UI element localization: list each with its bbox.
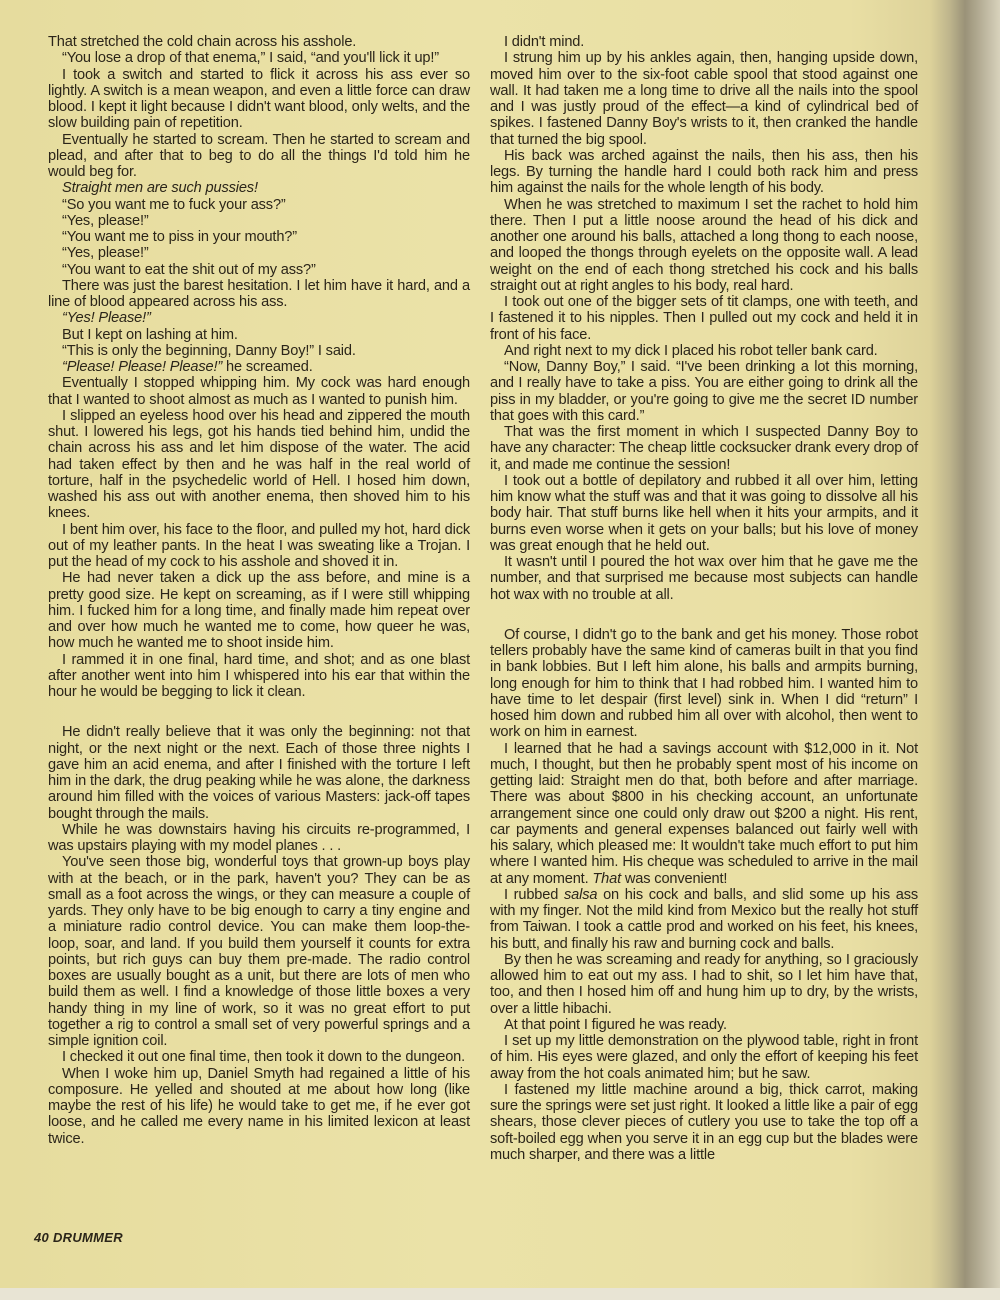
text: I set up my little demonstration on the plywood table, right in front of him. His eyes were glazed, and only the effort of keeping his feet away from the hot coals animated him; but he saw. — [490, 1033, 918, 1082]
text: “Yes, please!” — [62, 212, 149, 229]
text: he screamed. — [222, 359, 313, 375]
paragraph — [490, 197, 918, 295]
paragraph — [490, 952, 918, 1017]
text: I rammed it in one final, hard time, and shot; and as one blast after another went into him I whispered into his ear that within the hour he would be begging to lick it clean. — [48, 651, 470, 700]
paragraph — [490, 343, 918, 359]
paragraph — [490, 1082, 918, 1163]
italic-text: That — [592, 870, 621, 887]
paragraph — [490, 34, 918, 50]
paragraph — [48, 310, 470, 326]
paragraph — [48, 522, 470, 571]
italic-text: “Yes! Please!” — [62, 310, 151, 327]
text: At that point I figured he was ready. — [504, 1016, 727, 1033]
right-column — [490, 34, 918, 1163]
text: When he was stretched to maximum I set the rachet to hold him there. Then I put a little noose around the head of his dick and another one around his balls, attached a long thong to each noose, and looped the thongs through eyelets on the opposite wall. A lead weight on the end of each thong stretched his cock and his balls straight out at right angles to his body, real hard. — [490, 196, 918, 294]
paragraph — [48, 359, 470, 375]
text: I learned that he had a savings account with $12,000 in it. Not much, I thought, but then he probably spent most of his income on getting laid: Straight men do that, both before and after marriage. There was about $800 in his checking account, an unfortunate arrangement since one could only draw out $200 a night. His rent, car payments and general expenses balanced out fairly well with his salary, which pleased me: It wouldn't take much effort to put him where I wanted him. His cheque was scheduled to arrive in the mail at any moment. — [490, 740, 918, 887]
paragraph — [48, 652, 470, 701]
paragraph — [48, 245, 470, 261]
paragraph — [48, 854, 470, 1049]
paragraph — [48, 34, 470, 50]
text: “You want me to piss in your mouth?” — [62, 229, 297, 245]
paragraph — [48, 570, 470, 651]
paragraph — [48, 229, 470, 245]
paragraph — [490, 359, 918, 424]
text: When I woke him up, Daniel Smyth had regained a little of his composure. He yelled and shouted at me about how long (like maybe the rest of his life) he would take to get me, if he ever got loose, and he called me every name in his limited lexicon at least twice. — [48, 1065, 470, 1147]
text: That stretched the cold chain across his asshole. — [48, 34, 357, 50]
paragraph — [490, 424, 918, 473]
text: “Now, Danny Boy,” I said. “I've been drinking a lot this morning, and I really have to take a piss. You are either going to drink all the piss in my bladder, or you're going to give me the secret ID number that goes with this card.” — [490, 359, 918, 424]
text: And right next to my dick I placed his robot teller bank card. — [504, 342, 878, 359]
paragraph — [490, 554, 918, 603]
paragraph — [48, 278, 470, 311]
paragraph — [48, 132, 470, 181]
text: There was just the barest hesitation. I let him have it hard, and a line of blood appeared across his ass. — [48, 277, 470, 310]
text: “You want to eat the shit out of my ass?” — [62, 261, 316, 278]
text: I slipped an eyeless hood over his head and zippered the mouth shut. I lowered his legs, got his hands tied behind him, undid the chain across his ass and let him dispose of the water. The acid had taken effect by then and he was half in the real world of torture, half in the psychedelic world of Hell. I hosed him down, washed his ass out with another enema, then shoved him to his knees. — [48, 407, 470, 522]
text: I fastened my little machine around a big, thick carrot, making sure the springs were set just right. It looked a little like a pair of egg shears, those clever pieces of cutlery you use to take the top off a soft-boiled egg when you serve it in an egg cup but the blades were much sharper, and there was a little — [490, 1081, 918, 1163]
text: “You lose a drop of that enema,” I said, “and you'll lick it up!” — [62, 50, 440, 67]
paragraph — [48, 1066, 470, 1147]
text: I took a switch and started to flick it across his ass ever so lightly. A switch is a mean weapon, and even a little force can draw blood. I kept it light because I didn't want blood, only welts, and the slow building pain of repetition. — [48, 66, 470, 132]
page-folio: 40 DRUMMER — [34, 1230, 123, 1245]
paragraph — [490, 741, 918, 887]
text: “This is only the beginning, Danny Boy!” I said. — [62, 342, 356, 359]
text: By then he was screaming and ready for anything, so I graciously allowed him to eat out my ass. I had to shit, so I let him have that, too, and then I hosed him off and hung him up to dry, by the wrists, over a little hibachi. — [490, 951, 918, 1017]
text: on his cock and balls, and slid some up his ass with my finger. Not the mild kind from Mexico but the really hot stuff from Taiwan. I took a cattle prod and worked on his feet, his knees, his butt, and finally his raw and burning cock and balls. — [490, 886, 918, 952]
paragraph — [490, 627, 918, 741]
text: He had never taken a dick up the ass before, and mine is a pretty good size. He kept on screaming, as if I were still whipping him. I fucked him for a long time, and finally made him repeat over and over how much he wanted me to come, how queer he was, how much he wanted me to shoot inside him. — [48, 570, 470, 652]
text: Eventually I stopped whipping him. My cock was hard enough that I wanted to shoot almost as much as I wanted to punish him. — [48, 375, 470, 408]
text: He didn't really believe that it was only the beginning: not that night, or the next night or the next. Each of those three nights I gave him an acid enema, and after I finished with the torture I left him in the dark, the drug peaking while he was alone, the darkness around him filled with the voices of various Masters: jack-off tapes bought through the mails. — [48, 724, 470, 822]
text: I strung him up by his ankles again, then, hanging upside down, moved him over to the six-foot cable spool that stood against one wall. It had taken me a long time to drive all the nails into the spool and I was justly proud of the effect—a kind of cylindrical bed of spikes. I fastened Danny Boy's wrists to it, then cranked the handle that turned the big spool. — [490, 50, 918, 148]
paragraph — [48, 197, 470, 213]
paragraph — [490, 148, 918, 197]
paragraph — [48, 327, 470, 343]
paragraph — [490, 294, 918, 343]
paragraph — [490, 1017, 918, 1033]
text: That was the first moment in which I suspected Danny Boy to have any character: The cheap little cocksucker drank every drop of it, and made me continue the session! — [490, 424, 918, 473]
text: “Yes, please!” — [62, 245, 149, 262]
text: But I kept on lashing at him. — [62, 326, 238, 343]
paragraph — [48, 50, 470, 66]
paragraph — [48, 1049, 470, 1065]
text: Eventually he started to scream. Then he started to scream and plead, and after that to beg to do all the things I'd told him he would beg for. — [48, 131, 470, 180]
text: Of course, I didn't go to the bank and get his money. Those robot tellers probably have the same kind of cameras built in that you find in bank lobbies. But I left him alone, his balls and armpits burning, long enough for him to think that I had robbed him. I wanted him to have time to let despair (first level) sink in. When I did “return” I hosed him down and rubbed him all over with alcohol, then went to work on him in earnest. — [490, 626, 918, 741]
paragraph — [48, 822, 470, 855]
paragraph — [48, 180, 470, 196]
page-edge — [0, 1288, 1000, 1300]
text: “So you want me to fuck your ass?” — [62, 196, 286, 213]
italic-text: salsa — [563, 886, 598, 903]
paragraph — [48, 213, 470, 229]
text: While he was downstairs having his circuits re-programmed, I was upstairs playing with my model planes . . . — [48, 821, 470, 854]
text: I bent him over, his face to the floor, and pulled my hot, hard dick out of my leather pants. In the heat I was sweating like a Trojan. I put the head of my cock to his asshole and shoved it in. — [48, 521, 470, 570]
paragraph — [48, 375, 470, 408]
paragraph — [48, 343, 470, 359]
left-column — [48, 34, 470, 1147]
paragraph — [490, 887, 918, 952]
paragraph — [48, 67, 470, 132]
italic-text: Straight men are such pussies! — [62, 180, 258, 197]
italic-text: “Please! Please! Please!” — [62, 359, 223, 375]
paragraph — [48, 724, 470, 822]
text: I took out a bottle of depilatory and rubbed it all over him, letting him know what the stuff was and that it was going to dissolve all his body hair. That stuff burns like hell when it hits your armpits, and it burns even worse when it gets on your balls; but his love of money was great enough that he held out. — [490, 472, 918, 554]
paragraph — [490, 1033, 918, 1082]
paragraph — [48, 262, 470, 278]
text: His back was arched against the nails, then his ass, then his legs. By turning the handle hard I could both rack him and press him against the nails for the whole length of his body. — [490, 147, 918, 197]
text: It wasn't until I poured the hot wax over him that he gave me the number, and that surprised me because most subjects can handle hot wax with no trouble at all. — [490, 554, 918, 603]
text: was convenient! — [621, 870, 728, 887]
paragraph — [48, 408, 470, 522]
paragraph — [490, 50, 918, 148]
text: I didn't mind. — [504, 34, 585, 50]
text: I took out one of the bigger sets of tit clamps, one with teeth, and I fastened it to his nipples. Then I pulled out my cock and held it in front of his face. — [490, 294, 918, 343]
text: You've seen those big, wonderful toys that grown-up boys play with at the beach, or in the park, haven't you? They can be as small as a foot across the wings, or they can measure a couple of yards. They only have to be big enough to carry a tiny engine and a miniature radio control device. You can make them loop-the-loop, soar, and land. If you build them yourself it counts for extra points, but rich guys can buy them pre-made. The radio control boxes are usually bought as a unit, but there are lots of men who build them as well. I find a knowledge of those little boxes a very handy thing in my line of work, so it was no great effort to put together a rig to control a small set of very powerful springs and a simple ignition coil. — [48, 854, 470, 1049]
text: I rubbed — [504, 886, 564, 903]
text: I checked it out one final time, then took it down to the dungeon. — [62, 1049, 466, 1066]
paragraph — [490, 473, 918, 554]
